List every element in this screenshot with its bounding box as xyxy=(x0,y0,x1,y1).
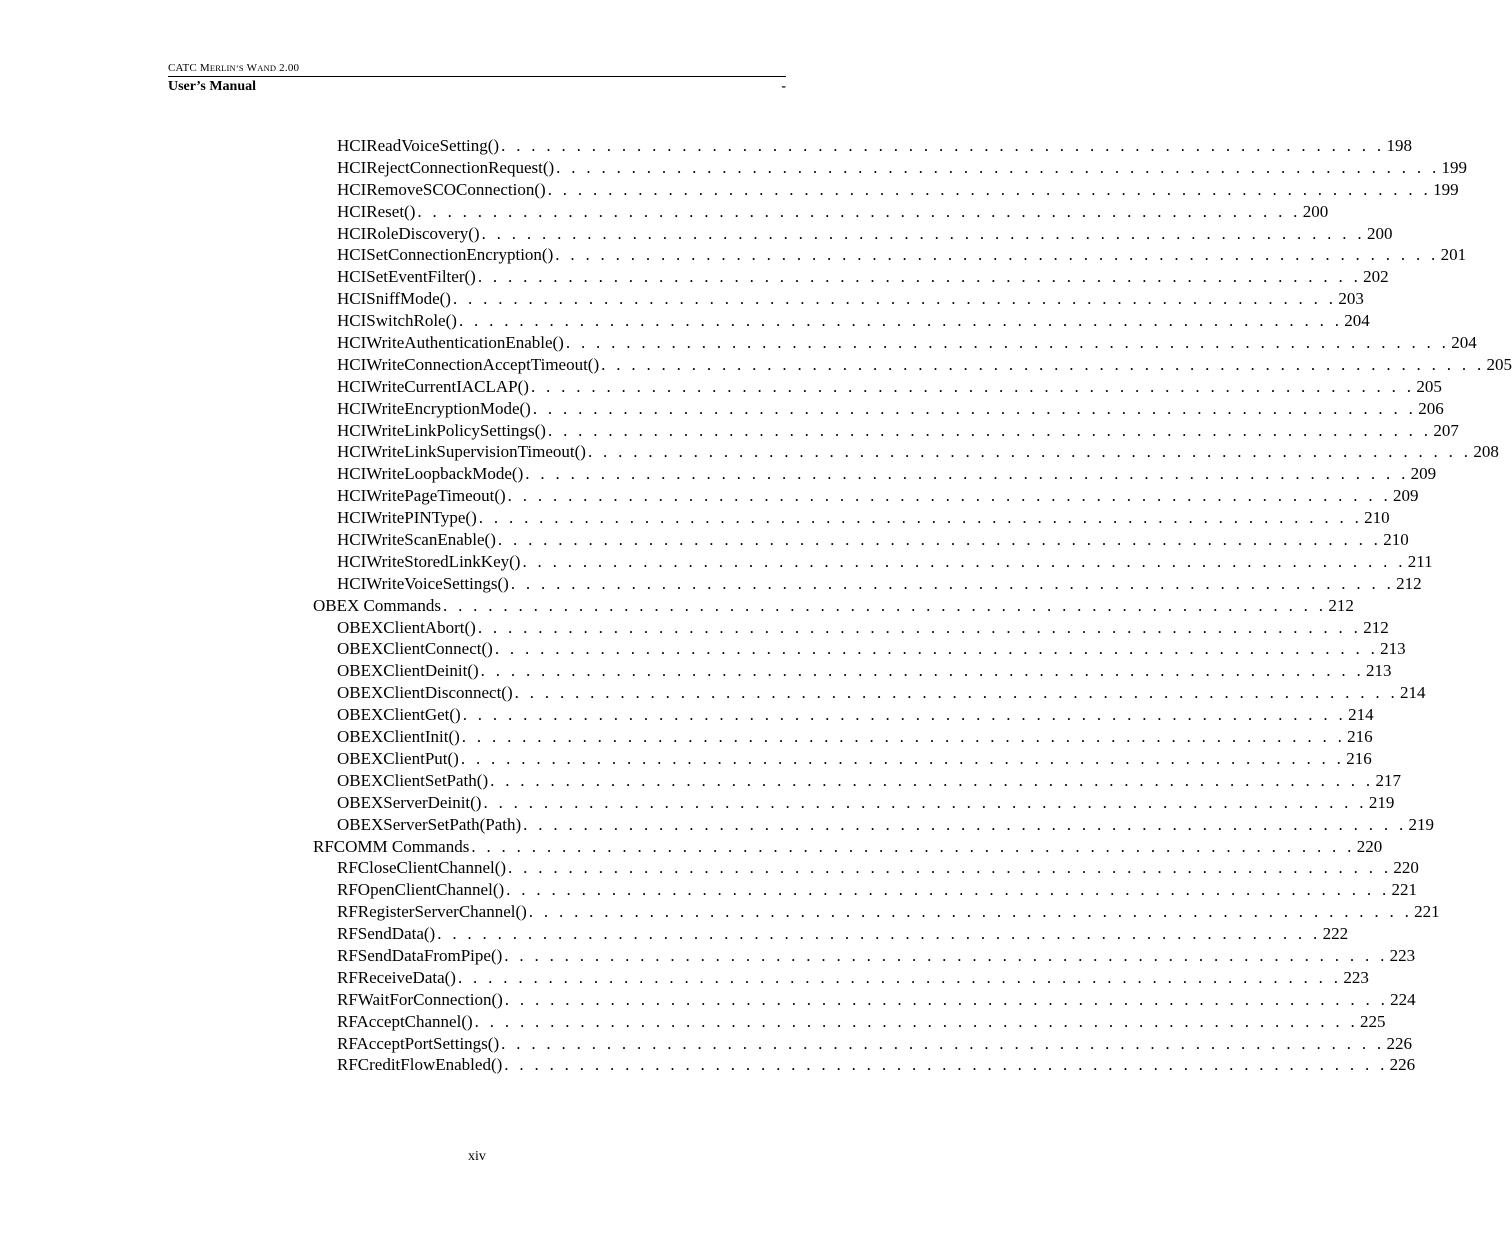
toc-entry[interactable] xyxy=(313,507,1390,529)
toc-dot-leader: . . . . . . . . . . . . . . . . . . . . . . . . . . . . . . . . . . . . . . . . . . . . . . . . . . . . . . . . . . . xyxy=(477,267,1362,287)
toc-entry[interactable] xyxy=(313,617,1389,639)
toc-entry-page: 213 xyxy=(1366,661,1392,681)
header-manual-title: User’s Manual xyxy=(168,79,257,94)
toc-entry-title: OBEXClientDeinit() xyxy=(337,661,479,681)
toc-entry-page: 208 xyxy=(1473,442,1499,462)
toc-entry-title: RFSendDataFromPipe() xyxy=(337,945,503,965)
toc-dot-leader: . . . . . . . . . . . . . . . . . . . . . . . . . . . . . . . . . . . . . . . . . . . . . . . . . . . . . . . . . . . xyxy=(555,245,1439,265)
toc-entry[interactable] xyxy=(313,857,1419,879)
toc-entry-title: HCISetEventFilter() xyxy=(337,267,476,287)
toc-entry-title: RFCOMM Commands xyxy=(313,836,470,856)
toc-entry[interactable] xyxy=(313,1011,1386,1033)
toc-dot-leader: . . . . . . . . . . . . . . . . . . . . . . . . . . . . . . . . . . . . . . . . . . . . . . . . . . . . . . . . . . . xyxy=(497,530,1382,550)
toc-entry[interactable] xyxy=(313,135,1412,157)
toc-entry[interactable] xyxy=(313,420,1459,442)
toc-entry-title: OBEXClientGet() xyxy=(337,705,461,725)
toc-dot-leader: . . . . . . . . . . . . . . . . . . . . . . . . . . . . . . . . . . . . . . . . . . . . . . . . . . . . . . . . . . . xyxy=(501,1033,1385,1053)
toc-dot-leader: . . . . . . . . . . . . . . . . . . . . . . . . . . . . . . . . . . . . . . . . . . . . . . . . . . . . . . . . . . . xyxy=(506,880,1390,900)
toc-entry-title: HCIWriteCurrentIACLAP() xyxy=(337,376,529,396)
toc-dot-leader: . . . . . . . . . . . . . . . . . . . . . . . . . . . . . . . . . . . . . . . . . . . . . . . . . . . . . . . . . . . xyxy=(504,945,1388,965)
toc-entry[interactable] xyxy=(313,573,1422,595)
toc-dot-leader: . . . . . . . . . . . . . . . . . . . . . . . . . . . . . . . . . . . . . . . . . . . . . . . . . . . . . . . . . . . xyxy=(458,311,1343,331)
toc-entry-page: 209 xyxy=(1393,486,1419,506)
toc-entry-title: OBEXClientPut() xyxy=(337,748,459,768)
toc-entry[interactable] xyxy=(313,244,1467,266)
toc-entry-title: OBEXClientDisconnect() xyxy=(337,683,513,703)
toc-entry-page: 205 xyxy=(1486,354,1512,374)
toc-entry[interactable] xyxy=(313,485,1419,507)
toc-entry-page: 212 xyxy=(1396,573,1422,593)
toc-entry-page: 209 xyxy=(1410,464,1437,484)
toc-dot-leader: . . . . . . . . . . . . . . . . . . . . . . . . . . . . . . . . . . . . . . . . . . . . . . . . . . . . . . . . . . . xyxy=(587,442,1472,462)
toc-entry[interactable] xyxy=(313,157,1468,179)
toc-entry[interactable] xyxy=(313,901,1440,923)
toc-entry-page: 200 xyxy=(1366,223,1393,243)
toc-entry-page: 226 xyxy=(1386,1033,1412,1053)
toc-dot-leader: . . . . . . . . . . . . . . . . . . . . . . . . . . . . . . . . . . . . . . . . . . . . . . . . . . . . . . . . . . . xyxy=(478,508,1363,528)
toc-dot-leader: . . . . . . . . . . . . . . . . . . . . . . . . . . . . . . . . . . . . . . . . . . . . . . . . . . . . . . . . . . . xyxy=(457,967,1342,987)
page-number: xiv xyxy=(468,1149,486,1164)
header-product-title: CATC MERLIN’S WAND 2.00 xyxy=(168,62,300,74)
toc-entry[interactable] xyxy=(313,398,1444,420)
toc-entry[interactable] xyxy=(313,989,1416,1011)
toc-dot-leader: . . . . . . . . . . . . . . . . . . . . . . . . . . . . . . . . . . . . . . . . . . . . . . . . . . . . . . . . . . . xyxy=(442,595,1327,615)
toc-entry[interactable] xyxy=(313,814,1434,836)
toc-dot-leader: . . . . . . . . . . . . . . . . . . . . . . . . . . . . . . . . . . . . . . . . . . . . . . . . . . . . . . . . . . . xyxy=(461,727,1346,747)
toc-dot-leader: . . . . . . . . . . . . . . . . . . . . . . . . . . . . . . . . . . . . . . . . . . . . . . . . . . . . . . . . . . . xyxy=(547,179,1432,199)
toc-section-entry[interactable] xyxy=(313,836,1383,858)
toc-entry[interactable] xyxy=(313,660,1392,682)
toc-entry-page: 207 xyxy=(1433,420,1459,440)
toc-entry-page: 204 xyxy=(1344,311,1370,331)
toc-entry[interactable] xyxy=(313,1054,1416,1076)
toc-entry[interactable] xyxy=(313,638,1406,660)
toc-entry-page: 210 xyxy=(1364,508,1390,528)
toc-dot-leader: . . . . . . . . . . . . . . . . . . . . . . . . . . . . . . . . . . . . . . . . . . . . . . . . . . . . . . . . . . . xyxy=(507,486,1392,506)
toc-entry[interactable] xyxy=(313,792,1395,814)
toc-entry-page: 220 xyxy=(1393,858,1419,878)
toc-entry-title: OBEXClientSetPath() xyxy=(337,770,489,790)
toc-dot-leader: . . . . . . . . . . . . . . . . . . . . . . . . . . . . . . . . . . . . . . . . . . . . . . . . . . . . . . . . . . . xyxy=(514,683,1398,703)
toc-entry[interactable] xyxy=(313,441,1499,463)
toc-entry[interactable] xyxy=(313,704,1374,726)
toc-dot-leader: . . . . . . . . . . . . . . . . . . . . . . . . . . . . . . . . . . . . . . . . . . . . . . . . . . . . . . . . . . . xyxy=(523,814,1407,834)
toc-entry[interactable] xyxy=(313,529,1409,551)
toc-section-entry[interactable] xyxy=(313,595,1354,617)
toc-dot-leader: . . . . . . . . . . . . . . . . . . . . . . . . . . . . . . . . . . . . . . . . . . . . . . . . . . . . . . . . . . . xyxy=(481,223,1365,243)
toc-entry[interactable] xyxy=(313,967,1369,989)
toc-dot-leader: . . . . . . . . . . . . . . . . . . . . . . . . . . . . . . . . . . . . . . . . . . . . . . . . . . . . . . . . . . . xyxy=(494,639,1379,659)
toc-entry-page: 206 xyxy=(1418,398,1444,418)
toc-entry-page: 198 xyxy=(1386,136,1412,155)
toc-entry-page: 217 xyxy=(1375,770,1401,790)
toc-entry-page: 223 xyxy=(1343,967,1369,987)
toc-entry[interactable] xyxy=(313,682,1426,704)
toc-dot-leader: . . . . . . . . . . . . . . . . . . . . . . . . . . . . . . . . . . . . . . . . . . . . . . . . . . . . . . . . . . . xyxy=(460,748,1345,768)
toc-entry[interactable] xyxy=(313,879,1418,901)
toc-entry[interactable] xyxy=(313,354,1512,376)
toc-dot-leader: . . . . . . . . . . . . . . . . . . . . . . . . . . . . . . . . . . . . . . . . . . . . . . . . . . . . . . . . . . . xyxy=(601,354,1485,374)
toc-entry-page: 201 xyxy=(1440,245,1467,265)
toc-entry-title: RFCreditFlowEnabled() xyxy=(337,1055,503,1075)
toc-dot-leader: . . . . . . . . . . . . . . . . . . . . . . . . . . . . . . . . . . . . . . . . . . . . . . . . . . . . . . . . . . . xyxy=(462,705,1347,725)
toc-entry[interactable] xyxy=(313,923,1349,945)
toc-dot-leader: . . . . . . . . . . . . . . . . . . . . . . . . . . . . . . . . . . . . . . . . . . . . . . . . . . . . . . . . . . . xyxy=(437,924,1321,944)
toc-dot-leader: . . . . . . . . . . . . . . . . . . . . . . . . . . . . . . . . . . . . . . . . . . . . . . . . . . . . . . . . . . . xyxy=(508,858,1392,878)
toc-entry-title: HCIWriteLoopbackMode() xyxy=(337,464,524,484)
toc-dot-leader: . . . . . . . . . . . . . . . . . . . . . . . . . . . . . . . . . . . . . . . . . . . . . . . . . . . . . . . . . . . xyxy=(474,1011,1359,1031)
toc-dot-leader: . . . . . . . . . . . . . . . . . . . . . . . . . . . . . . . . . . . . . . . . . . . . . . . . . . . . . . . . . . . xyxy=(471,836,1355,856)
toc-entry-page: 219 xyxy=(1368,792,1395,812)
toc-entry-page: 203 xyxy=(1338,289,1364,309)
toc-entry[interactable] xyxy=(313,770,1401,792)
toc-dot-leader: . . . . . . . . . . . . . . . . . . . . . . . . . . . . . . . . . . . . . . . . . . . . . . . . . . . . . . . . . . . xyxy=(483,792,1367,812)
toc-entry-page: 199 xyxy=(1441,157,1468,177)
toc-entry-page: 222 xyxy=(1322,924,1349,944)
page-header xyxy=(168,62,786,95)
toc-dot-leader: . . . . . . . . . . . . . . . . . . . . . . . . . . . . . . . . . . . . . . . . . . . . . . . . . . . . . . . . . . . xyxy=(522,551,1406,571)
toc-entry-page: 213 xyxy=(1380,639,1406,659)
toc-entry-title: HCIWriteLinkSupervisionTimeout() xyxy=(337,442,586,462)
toc-entry[interactable] xyxy=(313,332,1477,354)
toc-entry-title: RFWaitForConnection() xyxy=(337,989,503,1009)
toc-dot-leader: . . . . . . . . . . . . . . . . . . . . . . . . . . . . . . . . . . . . . . . . . . . . . . . . . . . . . . . . . . . xyxy=(452,289,1337,309)
toc-entry-title: HCIWriteScanEnable() xyxy=(337,530,496,550)
toc-entry-page: 221 xyxy=(1391,880,1418,900)
toc-dot-leader: . . . . . . . . . . . . . . . . . . . . . . . . . . . . . . . . . . . . . . . . . . . . . . . . . . . . . . . . . . . xyxy=(530,376,1415,396)
toc-entry-page: 204 xyxy=(1451,333,1477,353)
toc-entry-page: 214 xyxy=(1400,683,1426,703)
toc-entry[interactable] xyxy=(313,726,1373,748)
toc-entry-title: HCIWriteLinkPolicySettings() xyxy=(337,420,546,440)
toc-entry[interactable] xyxy=(313,1033,1412,1055)
toc-entry[interactable] xyxy=(313,266,1389,288)
toc-dot-leader: . . . . . . . . . . . . . . . . . . . . . . . . . . . . . . . . . . . . . . . . . . . . . . . . . . . . . . . . . . . xyxy=(501,136,1385,155)
toc-dot-leader: . . . . . . . . . . . . . . . . . . . . . . . . . . . . . . . . . . . . . . . . . . . . . . . . . . . . . . . . . . . xyxy=(504,1055,1388,1075)
toc-entry-title: RFAcceptChannel() xyxy=(337,1011,473,1031)
toc-entry-title: HCIWriteAuthenticationEnable() xyxy=(337,333,564,353)
toc-dot-leader: . . . . . . . . . . . . . . . . . . . . . . . . . . . . . . . . . . . . . . . . . . . . . . . . . . . . . . . . . . . xyxy=(417,201,1301,221)
toc-dot-leader: . . . . . . . . . . . . . . . . . . . . . . . . . . . . . . . . . . . . . . . . . . . . . . . . . . . . . . . . . . . xyxy=(565,333,1450,353)
toc-entry-title: OBEXServerSetPath(Path) xyxy=(337,814,522,834)
toc-dot-leader: . . . . . . . . . . . . . . . . . . . . . . . . . . . . . . . . . . . . . . . . . . . . . . . . . . . . . . . . . . . xyxy=(477,617,1362,637)
toc-dot-leader: . . . . . . . . . . . . . . . . . . . . . . . . . . . . . . . . . . . . . . . . . . . . . . . . . . . . . . . . . . . xyxy=(480,661,1365,681)
toc-entry-title: OBEXClientInit() xyxy=(337,727,460,747)
toc-entry-title: OBEX Commands xyxy=(313,595,441,615)
toc-entry-page: 202 xyxy=(1363,267,1389,287)
toc-entry-title: HCIWritePageTimeout() xyxy=(337,486,506,506)
toc-entry-page: 221 xyxy=(1414,902,1440,922)
header-right-mark: - xyxy=(781,79,786,94)
toc-entry[interactable] xyxy=(313,748,1372,770)
toc-entry-title: HCISwitchRole() xyxy=(337,311,457,331)
toc-entry-title: RFReceiveData() xyxy=(337,967,456,987)
toc-entry-page: 212 xyxy=(1328,595,1354,615)
toc-entry[interactable] xyxy=(313,463,1437,485)
toc-entry-page: 199 xyxy=(1433,179,1459,199)
toc-entry-title: HCIWriteStoredLinkKey() xyxy=(337,551,521,571)
toc-entry-page: 200 xyxy=(1302,201,1329,221)
toc-entry-page: 211 xyxy=(1407,551,1433,571)
toc-entry-title: HCIWritePINType() xyxy=(337,508,477,528)
toc-entry[interactable] xyxy=(313,201,1329,223)
toc-entry-page: 210 xyxy=(1383,530,1409,550)
toc-entry-page: 219 xyxy=(1408,814,1434,834)
toc-entry-title: RFCloseClientChannel() xyxy=(337,858,507,878)
toc-entry-page: 214 xyxy=(1348,705,1374,725)
toc-entry-title: HCIWriteConnectionAcceptTimeout() xyxy=(337,354,600,374)
toc-entry-title: HCIRejectConnectionRequest() xyxy=(337,157,555,177)
toc-entry-title: HCIRemoveSCOConnection() xyxy=(337,179,546,199)
toc-dot-leader: . . . . . . . . . . . . . . . . . . . . . . . . . . . . . . . . . . . . . . . . . . . . . . . . . . . . . . . . . . . xyxy=(504,989,1389,1009)
toc-dot-leader: . . . . . . . . . . . . . . . . . . . . . . . . . . . . . . . . . . . . . . . . . . . . . . . . . . . . . . . . . . . xyxy=(556,157,1440,177)
toc-entry-title: OBEXClientAbort() xyxy=(337,617,476,637)
toc-entry-title: HCIReset() xyxy=(337,201,416,221)
toc-entry[interactable] xyxy=(313,376,1442,398)
toc-entry[interactable] xyxy=(313,945,1416,967)
toc-entry-page: 224 xyxy=(1390,989,1416,1009)
toc-dot-leader: . . . . . . . . . . . . . . . . . . . . . . . . . . . . . . . . . . . . . . . . . . . . . . . . . . . . . . . . . . . xyxy=(547,420,1432,440)
toc-entry[interactable] xyxy=(313,179,1459,201)
toc-dot-leader: . . . . . . . . . . . . . . . . . . . . . . . . . . . . . . . . . . . . . . . . . . . . . . . . . . . . . . . . . . . xyxy=(510,573,1395,593)
toc-entry-title: RFOpenClientChannel() xyxy=(337,880,505,900)
toc-entry-title: HCIRoleDiscovery() xyxy=(337,223,480,243)
toc-dot-leader: . . . . . . . . . . . . . . . . . . . . . . . . . . . . . . . . . . . . . . . . . . . . . . . . . . . . . . . . . . . xyxy=(525,464,1409,484)
toc-dot-leader: . . . . . . . . . . . . . . . . . . . . . . . . . . . . . . . . . . . . . . . . . . . . . . . . . . . . . . . . . . . xyxy=(532,398,1417,418)
toc-entry-page: 216 xyxy=(1346,748,1372,768)
toc-entry-title: OBEXServerDeinit() xyxy=(337,792,482,812)
header-rule xyxy=(168,76,786,77)
toc-entry[interactable] xyxy=(313,288,1364,310)
toc-entry-title: HCIWriteVoiceSettings() xyxy=(337,573,509,593)
toc-entry-title: HCISniffMode() xyxy=(337,289,451,309)
toc-entry[interactable] xyxy=(313,223,1393,245)
toc-entry[interactable] xyxy=(313,551,1433,573)
toc-entry-title: RFAcceptPortSettings() xyxy=(337,1033,500,1053)
toc-entry-title: OBEXClientConnect() xyxy=(337,639,493,659)
toc-entry-page: 205 xyxy=(1416,376,1442,396)
toc-entry-title: HCIWriteEncryptionMode() xyxy=(337,398,531,418)
toc-entry-title: HCIReadVoiceSetting() xyxy=(337,136,500,155)
toc-entry-page: 216 xyxy=(1347,727,1373,747)
toc-entry-title: HCISetConnectionEncryption() xyxy=(337,245,554,265)
toc-entry-page: 220 xyxy=(1356,836,1383,856)
toc-dot-leader: . . . . . . . . . . . . . . . . . . . . . . . . . . . . . . . . . . . . . . . . . . . . . . . . . . . . . . . . . . . xyxy=(528,902,1413,922)
toc-entry-page: 223 xyxy=(1389,945,1416,965)
table-of-contents xyxy=(313,135,1512,1076)
toc-entry-title: RFSendData() xyxy=(337,924,436,944)
toc-dot-leader: . . . . . . . . . . . . . . . . . . . . . . . . . . . . . . . . . . . . . . . . . . . . . . . . . . . . . . . . . . . xyxy=(490,770,1374,790)
header-manual-line xyxy=(168,78,786,95)
toc-entry-page: 212 xyxy=(1363,617,1389,637)
toc-entry-title: RFRegisterServerChannel() xyxy=(337,902,527,922)
toc-entry-page: 225 xyxy=(1360,1011,1386,1031)
toc-entry-page: 226 xyxy=(1389,1055,1416,1075)
toc-entry[interactable] xyxy=(313,310,1370,332)
